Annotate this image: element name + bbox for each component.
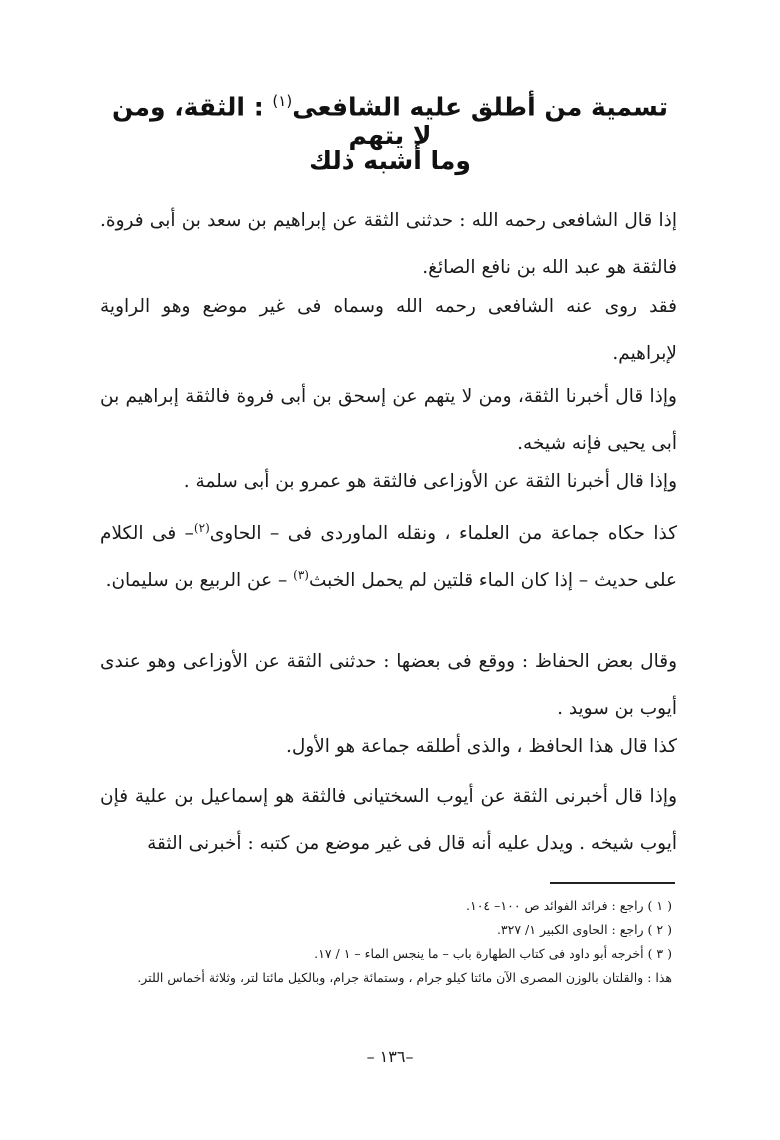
footnote: ( ٣ ) أخرجه أبو داود فى كتاب الطهارة باب – ما ينجس الماء – ١ / ١٧. [314,946,672,961]
footnote-ref-2: (٢) [193,520,210,535]
page-number: –١٣٦ – [366,1047,414,1066]
footnote: ( ١ ) راجع : فرائد الفوائد ص ١٠٠– ١٠٤. [466,898,672,913]
footnote-ref-1: (١) [272,92,293,110]
footnotes [100,894,672,990]
paragraph-text: كذا حكاه جماعة من العلماء ، ونقله الماوردى فى – الحاوى [209,523,677,544]
paragraph [100,510,677,604]
paragraph: وقال بعض الحفاظ : ووقع فى بعضها : حدثنى الثقة عن الأوزاعى وهو عندى أيوب بن سويد . [100,651,677,719]
paragraph: وإذا قال أخبرنا الثقة عن الأوزاعى فالثقة هو عمرو بن أبى سلمة . [183,471,677,492]
chapter-title [100,92,680,150]
paragraph: وإذا قال أخبرنا الثقة، ومن لا يتهم عن إسحق بن أبى فروة فالثقة إبراهيم بن أبى يحيى فإنه شيخه. [100,386,677,454]
footnote-note: هذا : والقلتان بالوزن المصرى الآن مائتا كيلو جرام ، وستمائة جرام، وبالكيل مائتا لتر، وثلاثة أخماس اللتر. [137,970,672,985]
title-tail: : الثقة، ومن لا يتهم [111,92,432,151]
paragraph: كذا قال هذا الحافظ ، والذى أطلقه جماعة هو الأول. [286,736,677,757]
title-main: تسمية من أطلق عليه الشافعى [292,92,669,122]
footnote-ref-3: (٣) [293,567,309,582]
paragraph-text: – فى الكلام على حديث – إذا كان الماء قلتين لم يحمل الخبث [100,523,677,591]
paragraph: إذا قال الشافعى رحمه الله : حدثنى الثقة عن إبراهيم بن سعد بن أبى فروة. فالثقة هو عبد الله بن نافع الصائغ. [100,210,677,278]
paragraph: وإذا قال أخبرنى الثقة عن أيوب السختيانى فالثقة هو إسماعيل بن علية فإن أيوب شيخه . ويدل عليه أنه قال فى غير موضع من كتبه : أخبرنى الثقة [100,786,677,854]
footnote: ( ٢ ) راجع : الحاوى الكبير ١/ ٣٢٧. [496,922,672,937]
paragraph-text: – عن الربيع بن سليمان. [105,570,288,591]
footnote-divider [550,882,675,884]
paragraph: فقد روى عنه الشافعى رحمه الله وسماه فى غير موضع وهو الراوية لإبراهيم. [100,296,677,364]
chapter-title-line-2: وما أشبه ذلك [309,146,471,175]
